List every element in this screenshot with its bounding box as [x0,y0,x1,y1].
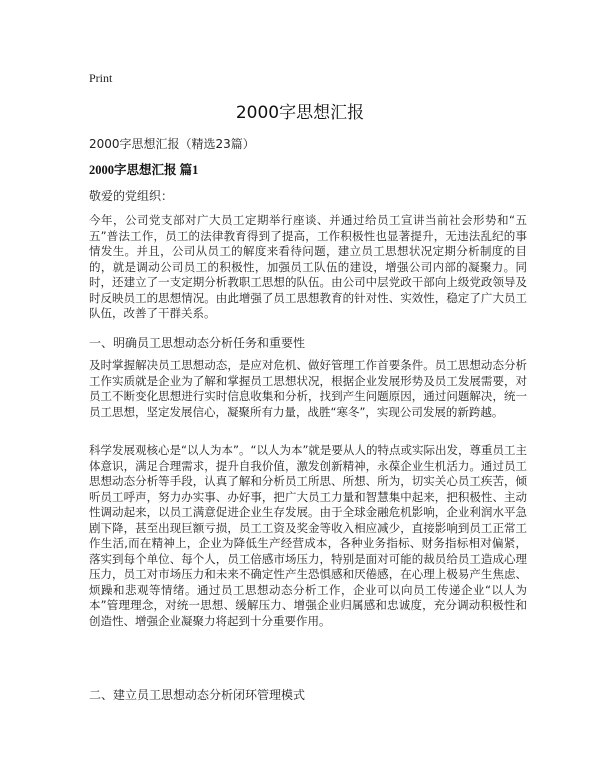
section-heading: 2000字思想汇报 篇1 [89,163,199,177]
paragraph-people-oriented: 科学发展观核心是“以人为本”。“以人为本”就是要从人的特点或实际出发，尊重员工主体意识，满足合理需求，提升自我价值，激发创新精神，永葆企业生机活力。通过员工思想动态分析等手段，认真了解和分析员工所思、所想、所为，切实关心员工疾苦，倾听员工呼声，努力办实事、办好事，把广大员工力量和智慧集中起来，把积极性、主动性调动起来，以员工满意促进企业生存发展。由于全球金融危机影响，企业利润水平急剧下降，甚至出现巨额亏损，员工工资及奖金等收入相应减少，直接影响到员工正常工作生活,而在精神上，企业为降低生产经营成本，各种业务指标、财务指标相对偏紧，落实到每个单位、每个人，员工倍感市场压力，特别是面对可能的裁员给员工造成心理压力，员工对市场压力和未来不确定性产生恐惧感和厌倦感，在心理上极易产生焦虑、烦躁和悲观等情绪。通过员工思想动态分析工作，企业可以向员工传递企业“以人为本”管理理念，对统一思想、缓解压力、增强企业归属感和忠诚度，充分调动积极性和创造性、增强企业凝聚力将起到十分重要作用。 [89,443,527,628]
print-link[interactable]: Print [89,71,113,85]
paragraph-task: 及时掌握解决员工思想动态，是应对危机、做好管理工作首要条件。员工思想动态分析工作实质就是企业为了解和掌握员工思想状况，根据企业发展形势及员工发展需要，对员工不断变化思想进行实时信息收集和分析，找到产生问题原因，通过问题解决，统一员工思想，坚定发展信心，凝聚所有力量，战胜“寒冬”，实现公司发展的新跨越。 [89,358,527,419]
page-title: 2000字思想汇报 [235,103,365,123]
paragraph-intro: 今年，公司党支部对广大员工定期举行座谈、并通过给员工宣讲当前社会形势和“五五”普法工作，员工的法律教育得到了提高，工作积极性也显著提升，无违法乱纪的事情发生。并且，公司从员工的解度来看待问题，建立员工思想状况定期分析制度的目的，就是调动公司员工的积极性，加强员工队伍的建设，增强公司内部的凝聚力。同时，还建立了一支定期分析教职工思想的队伍。由公司中层党政干部向上级党政领导及时反映员工的思想情况。由此增强了员工思想教育的针对性、实效性，稳定了广大员工队伍，改善了干群关系。 [89,213,527,320]
salutation: 敬爱的党组织： [89,189,174,203]
heading-closed-loop: 二、建立员工思想动态分析闭环管理模式 [89,688,306,702]
heading-task-importance: 一、明确员工思想动态分析任务和重要性 [89,336,306,350]
document-subtitle: 2000字思想汇报（精选23篇） [89,137,255,151]
